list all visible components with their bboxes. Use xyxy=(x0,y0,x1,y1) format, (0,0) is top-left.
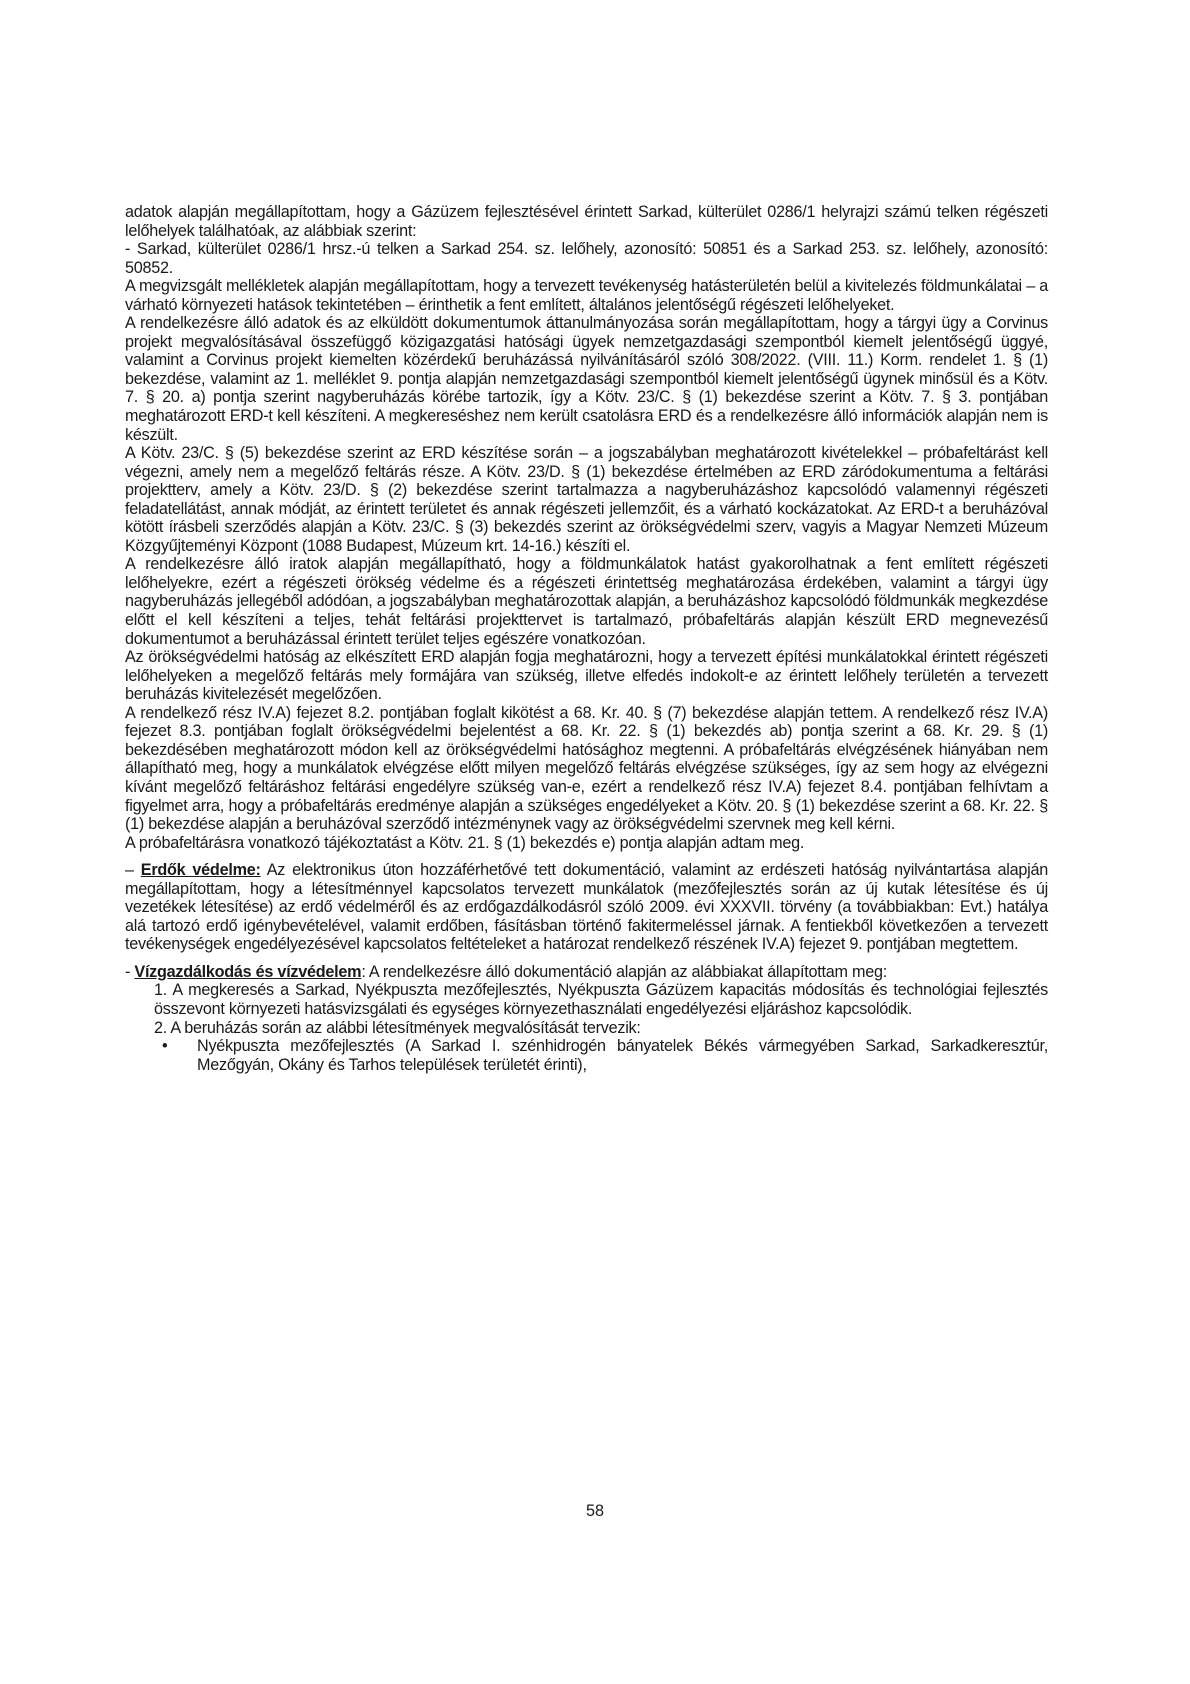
paragraph-trial-info: A próbafeltárásra vonatkozó tájékoztatást a Kötv. 21. § (1) bekezdés e) pontja alapján adtam meg. xyxy=(125,833,805,852)
section-forest-protection xyxy=(125,861,1048,954)
bullet-icon: • xyxy=(162,1037,168,1056)
section-prefix: – xyxy=(125,861,141,880)
section-heading-water: Vízgazdálkodás és vízvédelem xyxy=(134,962,362,981)
paragraph-operative-part: A rendelkező rész IV.A) fejezet 8.2. pontjában foglalt kikötést a 68. Kr. 40. § (7) bekezdése alapján tettem. A rendelkező rész IV.A) fejezet 8.3. pontjában foglalt örökségvédelmi bejelentést a 68. Kr. 22. § (1) bekezdés ab) pontja szerint a 68. Kr. 29. § (1) bekezdésében meghatározott módon kell az örökségvédelmi hatósághoz megtenni. A próbafeltárás elvégzésének hiányában nem állapítható meg, hogy a munkálatok elvégzése előtt milyen megelőző feltárás elvégzése szükséges, így az sem hogy az elvégezni kívánt megelőző feltáráshoz feltárási engedélyre szükség van-e, ezért a rendelkező rész IV.A) fejezet 8.4. pontjában felhívtam a figyelmet arra, hogy a próbafeltárás eredménye alapján a szükséges engedélyeket a Kötv. 20. § (1) bekezdése szerint a 68. Kr. 22. § (1) bekezdése alapján a beruházóval szerződő intézménynek vagy az örökségvédelmi szervnek meg kell kérni. xyxy=(125,703,1048,834)
section-water-management xyxy=(125,963,1048,982)
page-number: 58 xyxy=(585,1502,604,1520)
paragraph-archaeology-intro: adatok alapján megállapítottam, hogy a Gázüzem fejlesztésével érintett Sarkad, külterület 0286/1 helyrajzi számú telken régészeti lelőhelyek találhatóak, az alábbiak szerint: xyxy=(125,203,1048,240)
paragraph-heritage-authority: Az örökségvédelmi hatóság az elkészített ERD alapján fogja meghatározni, hogy a tervezett építési munkálatokkal érintett régészeti lelőhelyeken a megelőző feltárás mely formájára van szükség, illetve elfedés indokolt-e az érintett lelőhely területén a tervezett beruházás kivitelezését megelőzően. xyxy=(125,648,1048,704)
document-page xyxy=(125,203,1048,1074)
paragraph-site-list: - Sarkad, külterület 0286/1 hrsz.-ú telken a Sarkad 254. sz. lelőhely, azonosító: 50851 és a Sarkad 253. sz. lelőhely, azonosító: 50852. xyxy=(125,240,1048,277)
paragraph-corvinus-project: A rendelkezésre álló adatok és az elküldött dokumentumok áttanulmányozása során megállapítottam, hogy a tárgyi ügy a Corvinus projekt megvalósításával összefüggő közigazgatási hatósági ügyek nemzetgazdasági szempontból kiemelt jelentőségű üggyé, valamint a Corvinus projekt kiemelten közérdekű beruházássá nyilvánításáról szóló 308/2022. (VIII. 11.) Korm. rendelet 1. § (1) bekezdése, valamint az 1. melléklet 9. pontja alapján nemzetgazdasági szempontból kiemelt jelentőségű ügynek minősül és a Kötv. 7. § 20. a) pontja szerint nagyberuházás körébe tartozik, így a Kötv. 23/C. § (1) bekezdése szerint a Kötv. 7. § 3. pontjában meghatározott ERD-t kell készíteni. A megkereséshez nem került csatolásra ERD és a rendelkezésre álló információk alapján nem is készült. xyxy=(125,314,1048,444)
bullet-text: Nyékpuszta mezőfejlesztés (A Sarkad I. szénhidrogén bányatelek Békés vármegyében Sarkad, Sarkadkeresztúr, Mezőgyán, Okány és Tarhos települések területét érinti), xyxy=(197,1037,1048,1074)
bullet-list-item xyxy=(154,1037,1048,1074)
section-body-water: : A rendelkezésre álló dokumentáció alapján az alábbiakat állapítottam meg: xyxy=(361,962,887,981)
numbered-list xyxy=(125,981,1048,1037)
paragraph-earthworks-impact: A rendelkezésre álló iratok alapján megállapítható, hogy a földmunkálatok hatást gyakorolhatnak a fent említett régészeti lelőhelyekre, ezért a régészeti örökség védelme és a régészeti érintettség meghatározása érdekében, valamint a tárgyi ügy nagyberuházás jellegéből adódóan, a jogszabályban meghatározottak alapján, a beruházáshoz kapcsolódó földmunkák megkezdése előtt el kell készíteni a teljes, tehát feltárási projekttervet is tartalmazó, próbafeltárás alapján készült ERD megnevezésű dokumentumot a beruházással érintett terület teljes egészére vonatkozóan. xyxy=(125,555,1048,648)
section-body-forest: Az elektronikus úton hozzáférhetővé tett dokumentáció, valamint az erdészeti hatóság nyilvántartása alapján megállapítottam, hogy a létesítménnyel kapcsolatos tervezett munkálatok (mezőfejlesztés során az új kutak létesítése és új vezetékek létesítése) az erdő védelméről és az erdőgazdálkodásról szóló 2009. évi XXXVII. törvény (a továbbiakban: Evt.) hatálya alá tartozó erdő igénybevételével, valamit erdőben, fásításban történő fakitermeléssel járnak. A fentiekből következően a tervezett tevékenységek engedélyezésével kapcsolatos feltételeket a határozat rendelkező részének IV.A) fejezet 9. pontjában megtettem. xyxy=(125,861,1048,954)
section-heading-forest: Erdők védelme: xyxy=(140,861,261,880)
list-item: 1. A megkeresés a Sarkad, Nyékpuszta mezőfejlesztés, Nyékpuszta Gázüzem kapacitás módosítás és technológiai fejlesztés összevont környezeti hatásvizsgálati és egységes környezethasználati engedélyezési eljáráshoz kapcsolódik. xyxy=(154,981,1048,1018)
paragraph-attachments-finding: A megvizsgált mellékletek alapján megállapítottam, hogy a tervezett tevékenység hatásterületén belül a kivitelezés földmunkálatai – a várható környezeti hatások tekintetében – érinthetik a fent említett, általános jelentőségű régészeti lelőhelyeket. xyxy=(125,277,1048,314)
paragraph-erd-trial-excavation: A Kötv. 23/C. § (5) bekezdése szerint az ERD készítése során – a jogszabályban meghatározott kivételekkel – próbafeltárást kell végezni, amely nem a megelőző feltárás része. A Kötv. 23/D. § (1) bekezdése értelmében az ERD záródokumentuma a feltárási projektterv, amely a Kötv. 23/D. § (2) bekezdése szerint tartalmazza a nagyberuházáshoz kapcsolódó valamennyi régészeti feladatellátást, annak módját, az érintett területet és annak régészeti jellemzőit, és a várható kockázatokat. Az ERD-t a beruházóval kötött írásbeli szerződés alapján a Kötv. 23/C. § (3) bekezdés szerint az örökségvédelmi szerv, vagyis a Magyar Nemzeti Múzeum Közgyűjteményi Központ (1088 Budapest, Múzeum krt. 14-16.) készíti el. xyxy=(125,444,1048,555)
list-item: 2. A beruházás során az alábbi létesítmények megvalósítását tervezik: xyxy=(154,1018,641,1037)
section-prefix: - xyxy=(125,962,135,981)
